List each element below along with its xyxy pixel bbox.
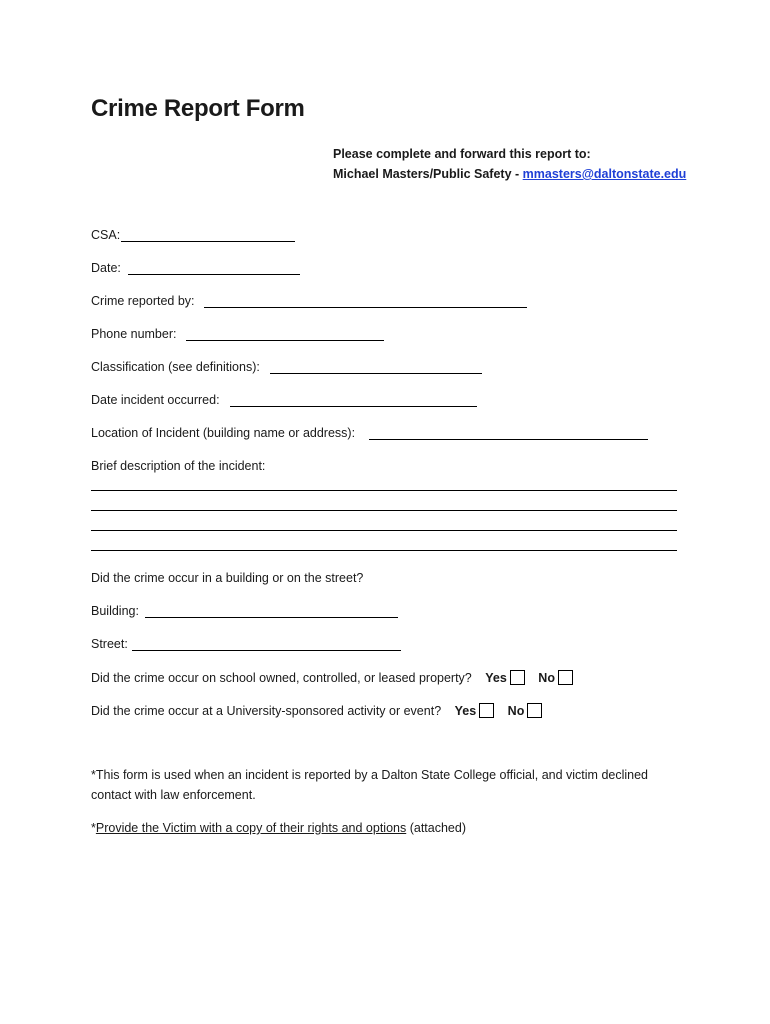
university-activity-question-text: Did the crime occur at a University-sponsored activity or event?: [91, 704, 442, 718]
street-label: Street:: [91, 637, 128, 651]
school-no-checkbox[interactable]: [558, 670, 573, 685]
victim-rights-link[interactable]: Provide the Victim with a copy of their rights and options: [95, 821, 407, 835]
classification-input-line[interactable]: [270, 373, 482, 374]
school-property-question-text: Did the crime occur on school owned, controlled, or leased property?: [91, 671, 472, 685]
date-input-line[interactable]: [128, 274, 300, 275]
university-yes-checkbox[interactable]: [479, 703, 494, 718]
description-label: Brief description of the incident:: [91, 459, 266, 473]
phone-input-line[interactable]: [186, 340, 384, 341]
description-line-1[interactable]: [91, 490, 677, 491]
csa-input-line[interactable]: [121, 241, 295, 242]
building-input-line[interactable]: [145, 617, 398, 618]
university-no-label: No: [507, 704, 525, 718]
description-line-2[interactable]: [91, 510, 677, 511]
classification-label: Classification (see definitions):: [91, 360, 260, 374]
form-usage-note: *This form is used when an incident is reported by a Dalton State College official, and victim declined contact with law enforcement.: [91, 768, 649, 802]
school-yes-checkbox[interactable]: [510, 670, 525, 685]
university-activity-question: [91, 703, 542, 718]
csa-label: CSA:: [91, 228, 121, 242]
crime-reported-by-input-line[interactable]: [204, 307, 527, 308]
university-no-checkbox[interactable]: [527, 703, 542, 718]
description-line-4[interactable]: [91, 550, 677, 551]
victim-rights-suffix: (attached): [406, 821, 466, 835]
location-label: Location of Incident (building name or address):: [91, 426, 356, 440]
contact-name: Michael Masters/Public Safety -: [333, 167, 523, 181]
street-input-line[interactable]: [132, 650, 401, 651]
forward-contact: [333, 167, 686, 181]
location-input-line[interactable]: [369, 439, 648, 440]
phone-label: Phone number:: [91, 327, 177, 341]
date-incident-input-line[interactable]: [230, 406, 477, 407]
building-street-question: Did the crime occur in a building or on the street?: [91, 571, 364, 585]
victim-rights-note: [91, 821, 466, 835]
date-incident-label: Date incident occurred:: [91, 393, 220, 407]
email-link[interactable]: mmasters@daltonstate.edu: [522, 167, 687, 181]
school-yes-label: Yes: [485, 671, 507, 685]
victim-rights-star: *: [91, 821, 96, 835]
date-label: Date:: [91, 261, 121, 275]
page-title: Crime Report Form: [91, 95, 305, 122]
school-no-label: No: [538, 671, 555, 685]
university-yes-label: Yes: [454, 704, 477, 718]
description-line-3[interactable]: [91, 530, 677, 531]
school-property-question: [91, 670, 573, 685]
crime-reported-by-label: Crime reported by:: [91, 294, 195, 308]
forward-instruction: Please complete and forward this report to:: [333, 147, 591, 161]
building-label: Building:: [91, 604, 139, 618]
